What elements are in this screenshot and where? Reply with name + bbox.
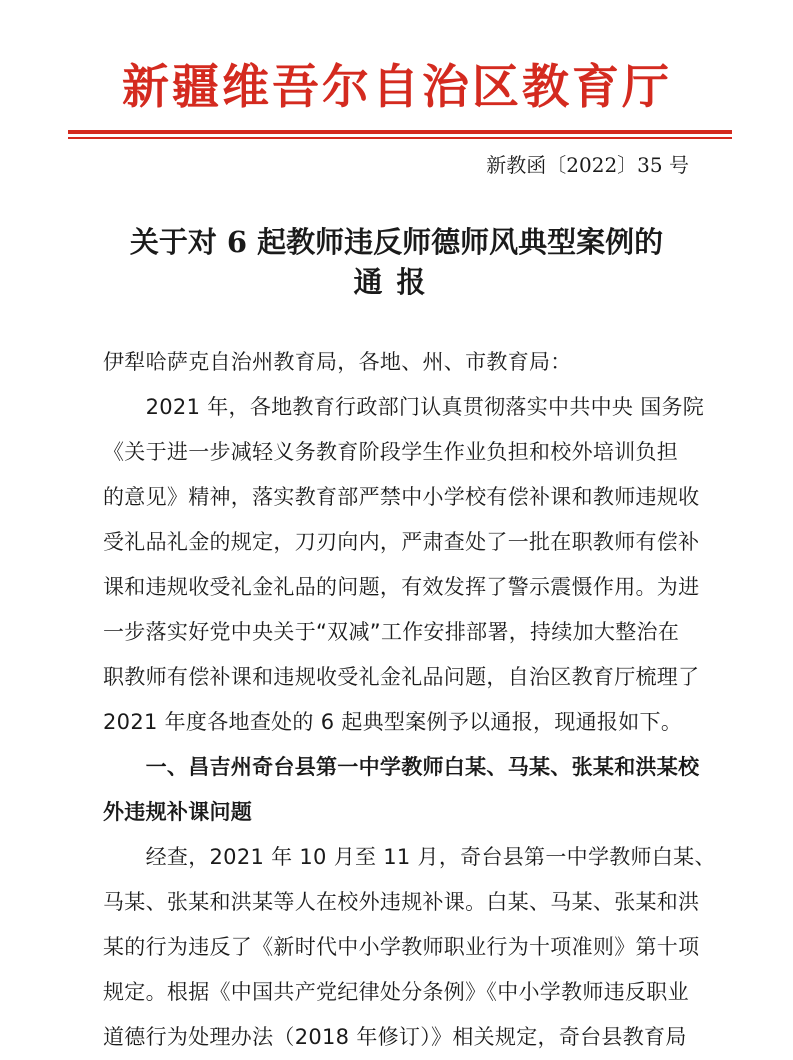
body-line: 一步落实好党中央关于“双减”工作安排部署，持续加大整治在 <box>103 620 680 644</box>
body-line: 课和违规收受礼金礼品的问题，有效发挥了警示震慑作用。为进 <box>103 575 700 599</box>
issuing-agency-header: 新疆维吾尔自治区教育厅 <box>122 60 672 115</box>
body-line: 2021 年度各地查处的 6 起典型案例予以通报，现通报如下。 <box>103 710 683 734</box>
document-title-line-2: 通报 <box>353 265 440 299</box>
body-line: 的意见》精神，落实教育部严禁中小学校有偿补课和教师违规收 <box>103 485 700 509</box>
section-heading-line: 外违规补课问题 <box>103 800 253 824</box>
section-heading-line: 一、昌吉州奇台县第一中学教师白某、马某、张某和洪某校 <box>103 755 700 779</box>
addressee-line: 伊犁哈萨克自治州教育局，各地、州、市教育局： <box>103 350 572 374</box>
body-line: 规定。根据《中国共产党纪律处分条例》《中小学教师违反职业 <box>103 980 689 1004</box>
body-line: 某的行为违反了《新时代中小学教师职业行为十项准则》第十项 <box>103 935 700 959</box>
body-line: 受礼品礼金的规定，刀刃向内，严肃查处了一批在职教师有偿补 <box>103 530 700 554</box>
header-red-rule-thick <box>68 130 732 134</box>
body-line: 2021 年，各地教育行政部门认真贯彻落实中共中央 国务院 <box>103 395 705 419</box>
document-number: 新教函〔2022〕35 号 <box>486 153 689 177</box>
body-line: 《关于进一步减轻义务教育阶段学生作业负担和校外培训负担 <box>103 440 679 464</box>
document-title-line-1: 关于对 6 起教师违反师德师风典型案例的 <box>129 225 664 259</box>
body-line: 经查，2021 年 10 月至 11 月，奇台县第一中学教师白某、 <box>103 845 716 869</box>
body-line: 道德行为处理办法（2018 年修订）》相关规定，奇台县教育局 <box>103 1025 687 1049</box>
header-red-rule-thin <box>68 137 732 139</box>
body-line: 职教师有偿补课和违规收受礼金礼品问题，自治区教育厅梳理了 <box>103 665 700 689</box>
body-line: 马某、张某和洪某等人在校外违规补课。白某、马某、张某和洪 <box>103 890 700 914</box>
